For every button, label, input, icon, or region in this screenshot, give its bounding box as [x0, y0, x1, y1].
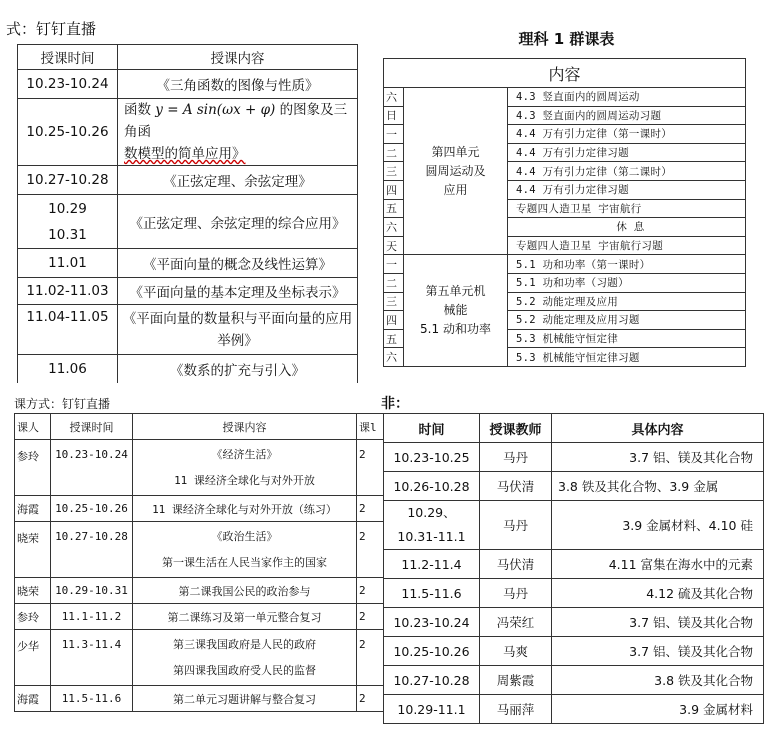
row-time-line1: 10.29、 — [407, 505, 456, 520]
row-teacher: 海霞 — [15, 686, 51, 712]
physics-title: 理科 1 群课表 — [518, 30, 615, 48]
row-content — [118, 305, 358, 355]
row-teacher: 马丽萍 — [480, 695, 552, 724]
unit4-line2: 圆周运动及 — [425, 163, 486, 178]
row-content — [133, 630, 357, 686]
table-row — [384, 255, 746, 274]
header-time: 授课时间 — [51, 414, 133, 440]
row-teacher: 马丹 — [480, 443, 552, 472]
row-time: 11.06 — [18, 355, 118, 384]
table-row — [15, 686, 395, 712]
content-line2: 11 课经济全球化与对外开放 — [174, 473, 315, 487]
row-content: 3.7 铝、镁及其化合物 — [552, 608, 764, 637]
chemistry-caption: 非： — [381, 396, 409, 412]
content-line2: 举例》 — [217, 332, 258, 349]
row-time-line2: 10.31 — [48, 226, 87, 243]
row-teacher: 冯荣红 — [480, 608, 552, 637]
table-row — [384, 608, 764, 637]
row-time: 11.5-11.6 — [384, 579, 480, 608]
row-day: 六 — [384, 88, 404, 107]
content-prefix: 函数 — [124, 102, 151, 118]
header-content: 授课内容 — [118, 45, 358, 70]
row-content: 专题四人造卫星 宇宙航行习题 — [508, 236, 746, 255]
row-time: 10.23-10.24 — [51, 440, 133, 496]
row-day: 六 — [384, 348, 404, 367]
header-teacher: 课人 — [15, 414, 51, 440]
row-day: 四 — [384, 180, 404, 199]
table-row — [384, 472, 764, 501]
politics-caption: 课方式：钉钉直播 — [14, 397, 111, 411]
header-extra: 课l — [357, 414, 395, 440]
row-content: 5.1 功和功率（第一课时） — [508, 255, 746, 274]
row-time: 11.1-11.2 — [51, 604, 133, 630]
row-content: 3.9 金属材料 — [552, 695, 764, 724]
unit4-cell — [404, 88, 508, 255]
row-content: 第二课我国公民的政治参与 — [133, 578, 357, 604]
row-content: 《正弦定理、余弦定理》 — [118, 166, 358, 195]
row-teacher: 参玲 — [15, 604, 51, 630]
row-content: 4.3 竖直面内的圆周运动 — [508, 88, 746, 107]
row-time: 11.04-11.05 — [18, 305, 118, 355]
row-time: 10.26-10.28 — [384, 472, 480, 501]
row-time: 10.27-10.28 — [18, 166, 118, 195]
content-line1: 《政治生活》 — [211, 529, 278, 543]
table-row — [18, 195, 358, 249]
row-content: 4.11 富集在海水中的元素 — [552, 550, 764, 579]
table-row — [384, 666, 764, 695]
row-day: 六 — [384, 218, 404, 237]
content-line2: 第四课我国政府受人民的监督 — [173, 663, 316, 677]
physics-schedule-panel — [383, 18, 750, 365]
table-row — [384, 88, 746, 107]
table-row — [18, 249, 358, 278]
table-row — [15, 440, 395, 496]
row-teacher: 周紫霞 — [480, 666, 552, 695]
table-row — [384, 501, 764, 550]
row-extra: 2 — [357, 686, 395, 712]
table-header-row — [18, 45, 358, 70]
math-schedule-panel — [0, 0, 367, 379]
row-content — [118, 99, 358, 166]
row-extra: 2 — [357, 578, 395, 604]
row-content: 《正弦定理、余弦定理的综合应用》 — [118, 195, 358, 249]
row-content: 11 课经济全球化与对外开放（练习） — [133, 496, 357, 522]
table-row — [15, 630, 395, 686]
unit4-line1: 第四单元 — [431, 144, 480, 159]
content-line1: 第三课我国政府是人民的政府 — [173, 637, 316, 651]
content-line1: 《经济生活》 — [211, 447, 278, 461]
table-header-row — [384, 59, 746, 88]
row-time: 11.01 — [18, 249, 118, 278]
row-teacher: 马伏清 — [480, 550, 552, 579]
unit5-line3: 5.1 动和功率 — [420, 322, 491, 337]
row-content: 4.4 万有引力定律（第二课时） — [508, 162, 746, 181]
chemistry-schedule-table — [383, 413, 764, 724]
row-time: 10.25-10.26 — [18, 99, 118, 166]
table-row — [18, 355, 358, 384]
table-row — [18, 70, 358, 99]
row-day: 一 — [384, 125, 404, 144]
row-content: 休 息 — [508, 218, 746, 237]
table-row — [384, 443, 764, 472]
table-header-row — [384, 414, 764, 443]
row-content: 3.8 铁及其化合物、3.9 金属 — [552, 472, 764, 501]
row-content: 《平面向量的概念及线性运算》 — [118, 249, 358, 278]
row-day: 一 — [384, 255, 404, 274]
row-content: 3.9 金属材料、4.10 硅 — [552, 501, 764, 550]
row-content: 4.12 硫及其化合物 — [552, 579, 764, 608]
content-line1: 《平面向量的数量积与平面向量的应用 — [122, 310, 353, 327]
row-time: 10.29-10.31 — [51, 578, 133, 604]
chemistry-schedule-panel — [381, 383, 753, 723]
row-content: 5.1 功和功率（习题） — [508, 273, 746, 292]
table-row — [15, 604, 395, 630]
row-teacher: 马伏清 — [480, 472, 552, 501]
row-extra: 2 — [357, 630, 395, 686]
row-teacher: 海霞 — [15, 496, 51, 522]
row-time: 10.23-10.25 — [384, 443, 480, 472]
row-extra: 2 — [357, 522, 395, 578]
header-time: 授课时间 — [18, 45, 118, 70]
header-content: 内容 — [384, 59, 746, 88]
header-teacher: 授课教师 — [480, 414, 552, 443]
formula: y = A sin(ωx + φ) — [155, 102, 276, 118]
row-time: 10.25-10.26 — [384, 637, 480, 666]
table-row — [18, 278, 358, 305]
row-content: 《三角函数的图像与性质》 — [118, 70, 358, 99]
row-time — [384, 501, 480, 550]
physics-schedule-table — [383, 58, 746, 367]
row-extra: 2 — [357, 604, 395, 630]
row-teacher: 马丹 — [480, 579, 552, 608]
table-header-row — [15, 414, 395, 440]
header-content: 授课内容 — [133, 414, 357, 440]
row-content: 第二课练习及第一单元整合复习 — [133, 604, 357, 630]
row-content: 第二单元习题讲解与整合复习 — [133, 686, 357, 712]
row-content: 5.3 机械能守恒定律习题 — [508, 348, 746, 367]
row-time-line2: 10.31-11.1 — [397, 529, 466, 544]
row-time-line1: 10.29 — [48, 200, 87, 217]
row-time: 11.5-11.6 — [51, 686, 133, 712]
row-time: 10.25-10.26 — [51, 496, 133, 522]
header-content: 具体内容 — [552, 414, 764, 443]
row-extra: 2 — [357, 496, 395, 522]
table-row — [384, 637, 764, 666]
row-content: 4.4 万有引力定律（第一课时） — [508, 125, 746, 144]
row-day: 二 — [384, 143, 404, 162]
row-time: 10.23-10.24 — [384, 608, 480, 637]
unit5-line1: 第五单元机 — [425, 284, 486, 299]
row-time: 11.2-11.4 — [384, 550, 480, 579]
row-content: 4.4 万有引力定律习题 — [508, 143, 746, 162]
header-time: 时间 — [384, 414, 480, 443]
row-content: 3.7 铝、镁及其化合物 — [552, 637, 764, 666]
row-time: 10.27-10.28 — [51, 522, 133, 578]
row-teacher: 晓荣 — [15, 522, 51, 578]
row-teacher: 晓荣 — [15, 578, 51, 604]
table-row — [384, 695, 764, 724]
row-teacher: 参玲 — [15, 440, 51, 496]
math-caption: 式：钉钉直播 — [6, 20, 97, 38]
row-content: 3.8 铁及其化合物 — [552, 666, 764, 695]
politics-schedule-panel — [0, 383, 377, 723]
table-row — [15, 496, 395, 522]
table-row — [15, 522, 395, 578]
row-time: 10.29-11.1 — [384, 695, 480, 724]
table-row — [15, 578, 395, 604]
row-day: 日 — [384, 106, 404, 125]
content-suffix: 的图象及三角函 — [124, 102, 348, 140]
unit5-line2: 械能 — [443, 303, 468, 318]
table-row — [18, 166, 358, 195]
politics-schedule-table — [14, 413, 395, 712]
math-schedule-table — [17, 44, 358, 384]
row-day: 五 — [384, 329, 404, 348]
row-content: 专题四人造卫星 宇宙航行 — [508, 199, 746, 218]
table-row — [384, 579, 764, 608]
row-content — [133, 522, 357, 578]
row-content: 5.3 机械能守恒定律 — [508, 329, 746, 348]
row-day: 二 — [384, 273, 404, 292]
row-content: 4.4 万有引力定律习题 — [508, 180, 746, 199]
row-day: 四 — [384, 311, 404, 330]
row-day: 五 — [384, 199, 404, 218]
row-content: 4.3 竖直面内的圆周运动习题 — [508, 106, 746, 125]
table-row — [384, 550, 764, 579]
row-content: 《平面向量的基本定理及坐标表示》 — [118, 278, 358, 305]
row-day: 三 — [384, 292, 404, 311]
row-content — [133, 440, 357, 496]
content-line2: 数模型的简单应用》 — [124, 146, 246, 162]
row-content: 5.2 动能定理及应用习题 — [508, 311, 746, 330]
row-time: 10.27-10.28 — [384, 666, 480, 695]
table-row — [18, 99, 358, 166]
row-time — [18, 195, 118, 249]
row-teacher: 少华 — [15, 630, 51, 686]
row-time: 10.23-10.24 — [18, 70, 118, 99]
row-time: 11.02-11.03 — [18, 278, 118, 305]
row-content: 3.7 铝、镁及其化合物 — [552, 443, 764, 472]
row-day: 三 — [384, 162, 404, 181]
row-content: 《数系的扩充与引入》 — [118, 355, 358, 384]
row-teacher: 马丹 — [480, 501, 552, 550]
row-content: 5.2 动能定理及应用 — [508, 292, 746, 311]
row-day: 天 — [384, 236, 404, 255]
unit5-cell — [404, 255, 508, 367]
content-line2: 第一课生活在人民当家作主的国家 — [162, 555, 327, 569]
row-teacher: 马爽 — [480, 637, 552, 666]
row-time: 11.3-11.4 — [51, 630, 133, 686]
row-extra: 2 — [357, 440, 395, 496]
table-row — [18, 305, 358, 355]
unit4-line3: 应用 — [443, 182, 468, 197]
